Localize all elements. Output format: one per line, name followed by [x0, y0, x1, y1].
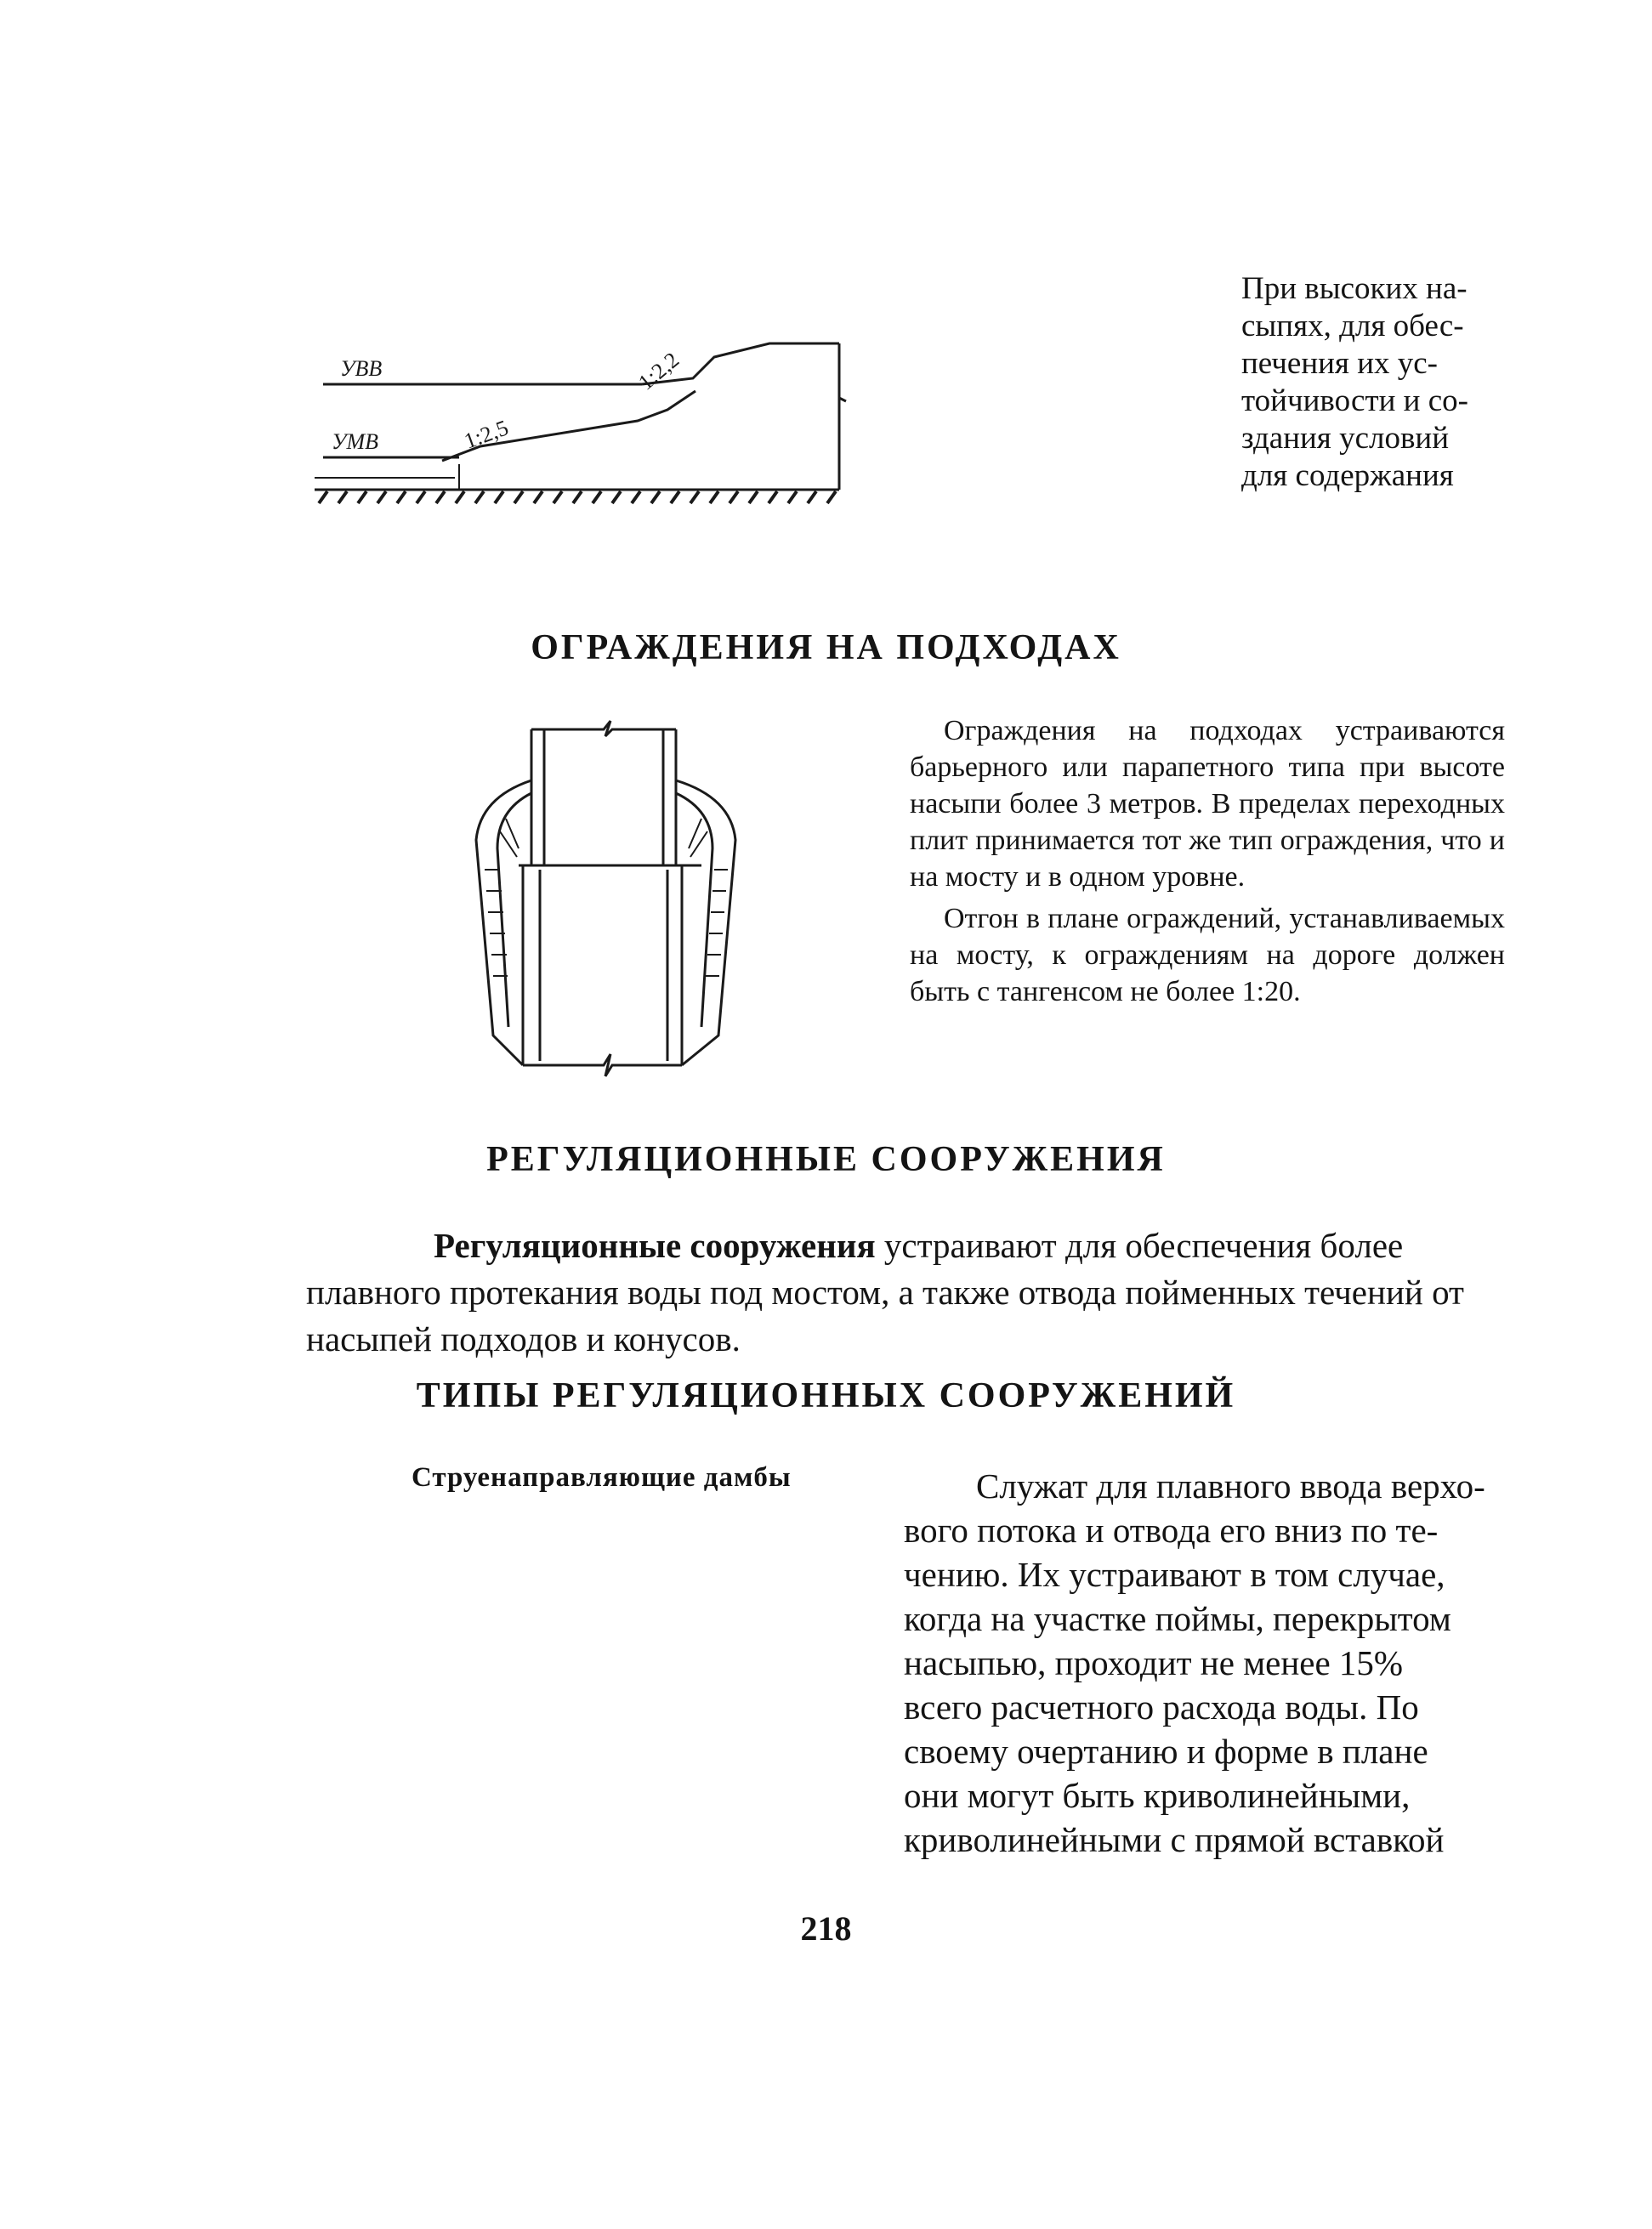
embankment-section-figure — [306, 332, 867, 519]
regulation-paragraph — [306, 1222, 1513, 1363]
side-note-line: сыпях, для обес- — [1241, 309, 1464, 343]
page-number: 218 — [800, 1909, 852, 1948]
dam-line: криволинейными с прямой вставкой — [904, 1820, 1445, 1859]
side-note-line: При высоких на- — [1241, 271, 1467, 306]
fences-paragraph-1: Ограждения на подходах устраиваются барьерного или парапетного типа при высоте насыпи более 3 метров. В пределах переходных плит принимается тот же тип ограждения, что и на мосту и в одном уровне. — [910, 715, 1505, 893]
fences-text — [910, 712, 1505, 1010]
section-title-fences: ОГРАЖДЕНИЯ НА ПОДХОДАХ — [531, 628, 1121, 667]
dam-line: насыпью, проходит не менее 15% — [904, 1643, 1404, 1682]
dam-line: вого потока и отвода его вниз по те- — [904, 1511, 1439, 1550]
section-title-regulation: РЕГУЛЯЦИОННЫЕ СООРУЖЕНИЯ — [486, 1140, 1166, 1179]
regulation-text: устраивают для обеспечения более плавного протекания воды под мостом, а также отвода пойменных течений от насыпей подходов и конусов. — [306, 1226, 1464, 1358]
label-high-water: УВВ — [340, 356, 383, 381]
slope-upper-label: 1:2,2 — [633, 347, 684, 395]
label-low-water: УМВ — [332, 429, 379, 454]
dam-label: Струенаправляющие дамбы — [412, 1462, 792, 1493]
side-note — [1241, 270, 1503, 495]
dam-description — [904, 1464, 1509, 1862]
slope-lower-label: 1:2,5 — [461, 415, 512, 454]
side-note-line: тойчивости и со- — [1241, 383, 1468, 418]
side-note-line: печения их ус- — [1241, 346, 1438, 381]
side-note-line: здания условий — [1241, 421, 1450, 456]
fences-paragraph-2: Отгон в плане ограждений, устанавливаемых на мосту, к ограждениям на дороге должен быть с тангенсом не более 1:20. — [910, 903, 1505, 1007]
dam-line: Служат для плавного ввода верхо- — [976, 1466, 1485, 1506]
dam-line: они могут быть криволинейными, — [904, 1776, 1411, 1815]
side-note-line: для содержания — [1241, 458, 1454, 493]
section-title-types: ТИПЫ РЕГУЛЯЦИОННЫХ СООРУЖЕНИЙ — [416, 1376, 1236, 1415]
fence-plan-figure — [459, 712, 765, 1086]
dam-line: когда на участке поймы, перекрытом — [904, 1599, 1451, 1638]
dam-line: всего расчетного расхода воды. По — [904, 1687, 1419, 1727]
regulation-term: Регуляционные сооружения — [434, 1226, 876, 1265]
dam-line: своему очертанию и форме в плане — [904, 1732, 1428, 1771]
dam-line: чению. Их устраивают в том случае, — [904, 1555, 1445, 1594]
